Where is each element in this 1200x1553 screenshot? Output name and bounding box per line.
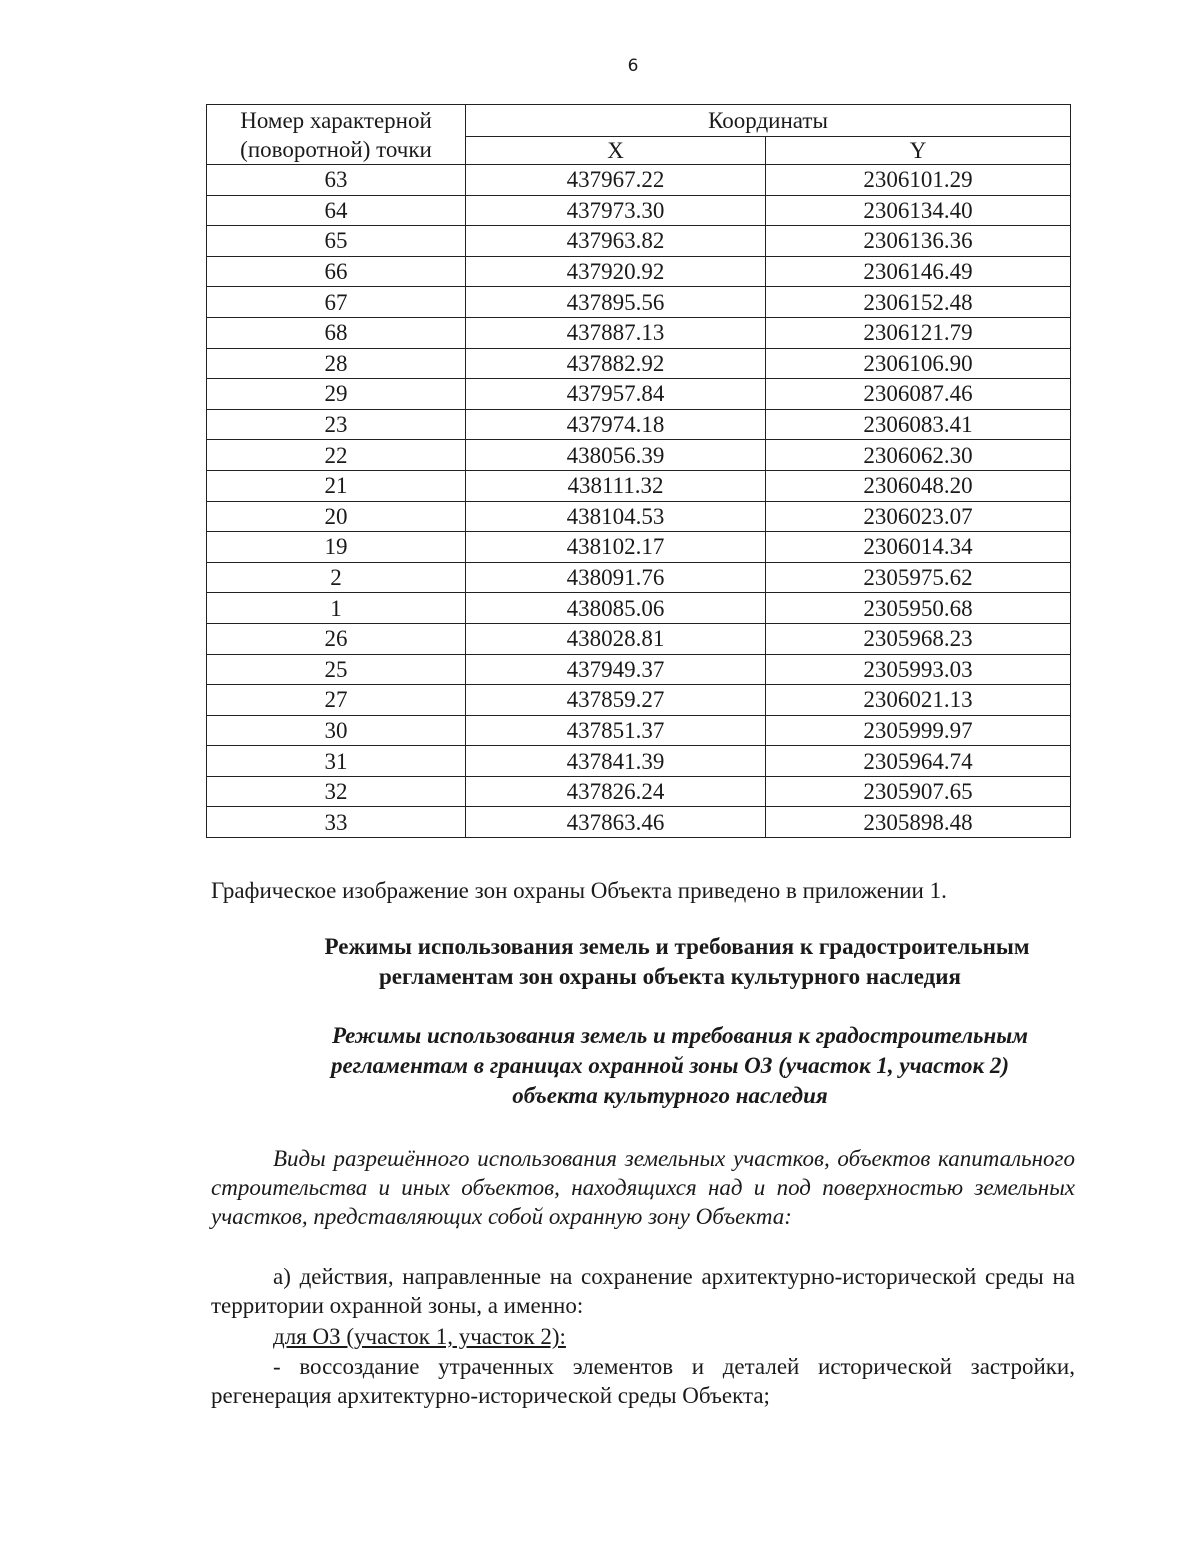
point-cell: 19 xyxy=(207,532,466,563)
table-row xyxy=(207,746,1071,777)
point-cell: 33 xyxy=(207,807,466,838)
point-cell: 66 xyxy=(207,256,466,287)
point-cell: 22 xyxy=(207,440,466,471)
x-cell: 438091.76 xyxy=(466,562,766,593)
table-row xyxy=(207,776,1071,807)
coordinates-table-body xyxy=(207,165,1071,838)
table-row xyxy=(207,287,1071,318)
table-row xyxy=(207,195,1071,226)
table-row xyxy=(207,256,1071,287)
x-cell: 437957.84 xyxy=(466,379,766,410)
x-cell: 437882.92 xyxy=(466,348,766,379)
permitted-uses-intro: Виды разрешённого использования земельных участков, объектов капитального строительства и иных объектов, находящихся над и под поверхностью земельных участков, представляющих собой охранную зону Объекта: xyxy=(211,1146,1075,1229)
point-cell: 67 xyxy=(207,287,466,318)
x-cell: 438056.39 xyxy=(466,440,766,471)
x-cell: 437887.13 xyxy=(466,317,766,348)
point-cell: 32 xyxy=(207,776,466,807)
x-cell: 437974.18 xyxy=(466,409,766,440)
point-cell: 1 xyxy=(207,593,466,624)
table-row xyxy=(207,440,1071,471)
y-cell: 2306048.20 xyxy=(766,470,1071,501)
y-cell: 2305975.62 xyxy=(766,562,1071,593)
x-cell: 437851.37 xyxy=(466,715,766,746)
page-number: 6 xyxy=(627,56,639,76)
x-cell: 437859.27 xyxy=(466,685,766,716)
x-cell: 437841.39 xyxy=(466,746,766,777)
table-row xyxy=(207,409,1071,440)
point-cell: 27 xyxy=(207,685,466,716)
y-cell: 2305907.65 xyxy=(766,776,1071,807)
point-cell: 64 xyxy=(207,195,466,226)
x-cell: 438104.53 xyxy=(466,501,766,532)
x-cell: 438111.32 xyxy=(466,470,766,501)
table-row xyxy=(207,317,1071,348)
coordinates-header: Координаты xyxy=(466,105,1071,137)
point-cell: 25 xyxy=(207,654,466,685)
table-row xyxy=(207,562,1071,593)
x-cell: 437973.30 xyxy=(466,195,766,226)
y-cell: 2306106.90 xyxy=(766,348,1071,379)
x-cell: 437895.56 xyxy=(466,287,766,318)
table-row xyxy=(207,165,1071,196)
sub-heading-line-2: регламентам в границах охранной зоны ОЗ (участок 1, участок 2) xyxy=(330,1053,1010,1078)
table-row xyxy=(207,807,1071,838)
y-cell: 2306134.40 xyxy=(766,195,1071,226)
table-row xyxy=(207,348,1071,379)
oz-label-paragraph xyxy=(211,1322,1075,1351)
graphic-note: Графическое изображение зон охраны Объекта приведено в приложении 1. xyxy=(211,878,947,903)
sub-heading xyxy=(200,1021,1140,1111)
main-heading-line-1: Режимы использования земель и требования к градостроительным xyxy=(324,934,1030,959)
point-number-header: Номер характерной (поворотной) точки xyxy=(207,105,466,165)
table-row xyxy=(207,623,1071,654)
point-cell: 63 xyxy=(207,165,466,196)
y-cell: 2306023.07 xyxy=(766,501,1071,532)
y-cell: 2306021.13 xyxy=(766,685,1071,716)
point-cell: 28 xyxy=(207,348,466,379)
sub-heading-line-3: объекта культурного наследия xyxy=(512,1083,828,1108)
y-cell: 2306146.49 xyxy=(766,256,1071,287)
y-header: Y xyxy=(766,137,1071,165)
bullet-paragraph-1: - воссоздание утраченных элементов и деталей исторической застройки, регенерация архитектурно-исторической среды Объекта; xyxy=(211,1354,1075,1408)
table-row xyxy=(207,715,1071,746)
y-cell: 2305999.97 xyxy=(766,715,1071,746)
y-cell: 2306136.36 xyxy=(766,226,1071,257)
y-cell: 2306152.48 xyxy=(766,287,1071,318)
item-a-paragraph: а) действия, направленные на сохранение архитектурно-исторической среды на территории охранной зоны, а именно: xyxy=(211,1264,1075,1318)
y-cell: 2305950.68 xyxy=(766,593,1071,624)
y-cell: 2306014.34 xyxy=(766,532,1071,563)
table-row xyxy=(207,685,1071,716)
oz-label: для ОЗ (участок 1, участок 2): xyxy=(273,1324,566,1349)
y-cell: 2306121.79 xyxy=(766,317,1071,348)
point-cell: 29 xyxy=(207,379,466,410)
x-cell: 437949.37 xyxy=(466,654,766,685)
main-heading xyxy=(200,932,1140,992)
y-cell: 2306087.46 xyxy=(766,379,1071,410)
table-row xyxy=(207,654,1071,685)
y-cell: 2305993.03 xyxy=(766,654,1071,685)
x-cell: 437967.22 xyxy=(466,165,766,196)
y-cell: 2305898.48 xyxy=(766,807,1071,838)
y-cell: 2306062.30 xyxy=(766,440,1071,471)
table-row xyxy=(207,379,1071,410)
x-cell: 437920.92 xyxy=(466,256,766,287)
point-cell: 21 xyxy=(207,470,466,501)
point-cell: 31 xyxy=(207,746,466,777)
point-cell: 23 xyxy=(207,409,466,440)
x-cell: 437963.82 xyxy=(466,226,766,257)
x-cell: 438102.17 xyxy=(466,532,766,563)
point-cell: 20 xyxy=(207,501,466,532)
table-row xyxy=(207,501,1071,532)
main-heading-line-2: регламентам зон охраны объекта культурного наследия xyxy=(378,964,962,989)
point-cell: 2 xyxy=(207,562,466,593)
x-cell: 438028.81 xyxy=(466,623,766,654)
point-cell: 30 xyxy=(207,715,466,746)
coordinates-table xyxy=(206,104,1071,838)
y-cell: 2306101.29 xyxy=(766,165,1071,196)
y-cell: 2305964.74 xyxy=(766,746,1071,777)
x-cell: 437863.46 xyxy=(466,807,766,838)
table-row xyxy=(207,470,1071,501)
point-cell: 68 xyxy=(207,317,466,348)
table-row xyxy=(207,226,1071,257)
x-header: X xyxy=(466,137,766,165)
point-cell: 26 xyxy=(207,623,466,654)
table-row xyxy=(207,593,1071,624)
sub-heading-line-1: Режимы использования земель и требования к градостроительным xyxy=(331,1023,1029,1048)
y-cell: 2306083.41 xyxy=(766,409,1071,440)
y-cell: 2305968.23 xyxy=(766,623,1071,654)
table-row xyxy=(207,532,1071,563)
point-cell: 65 xyxy=(207,226,466,257)
x-cell: 437826.24 xyxy=(466,776,766,807)
x-cell: 438085.06 xyxy=(466,593,766,624)
